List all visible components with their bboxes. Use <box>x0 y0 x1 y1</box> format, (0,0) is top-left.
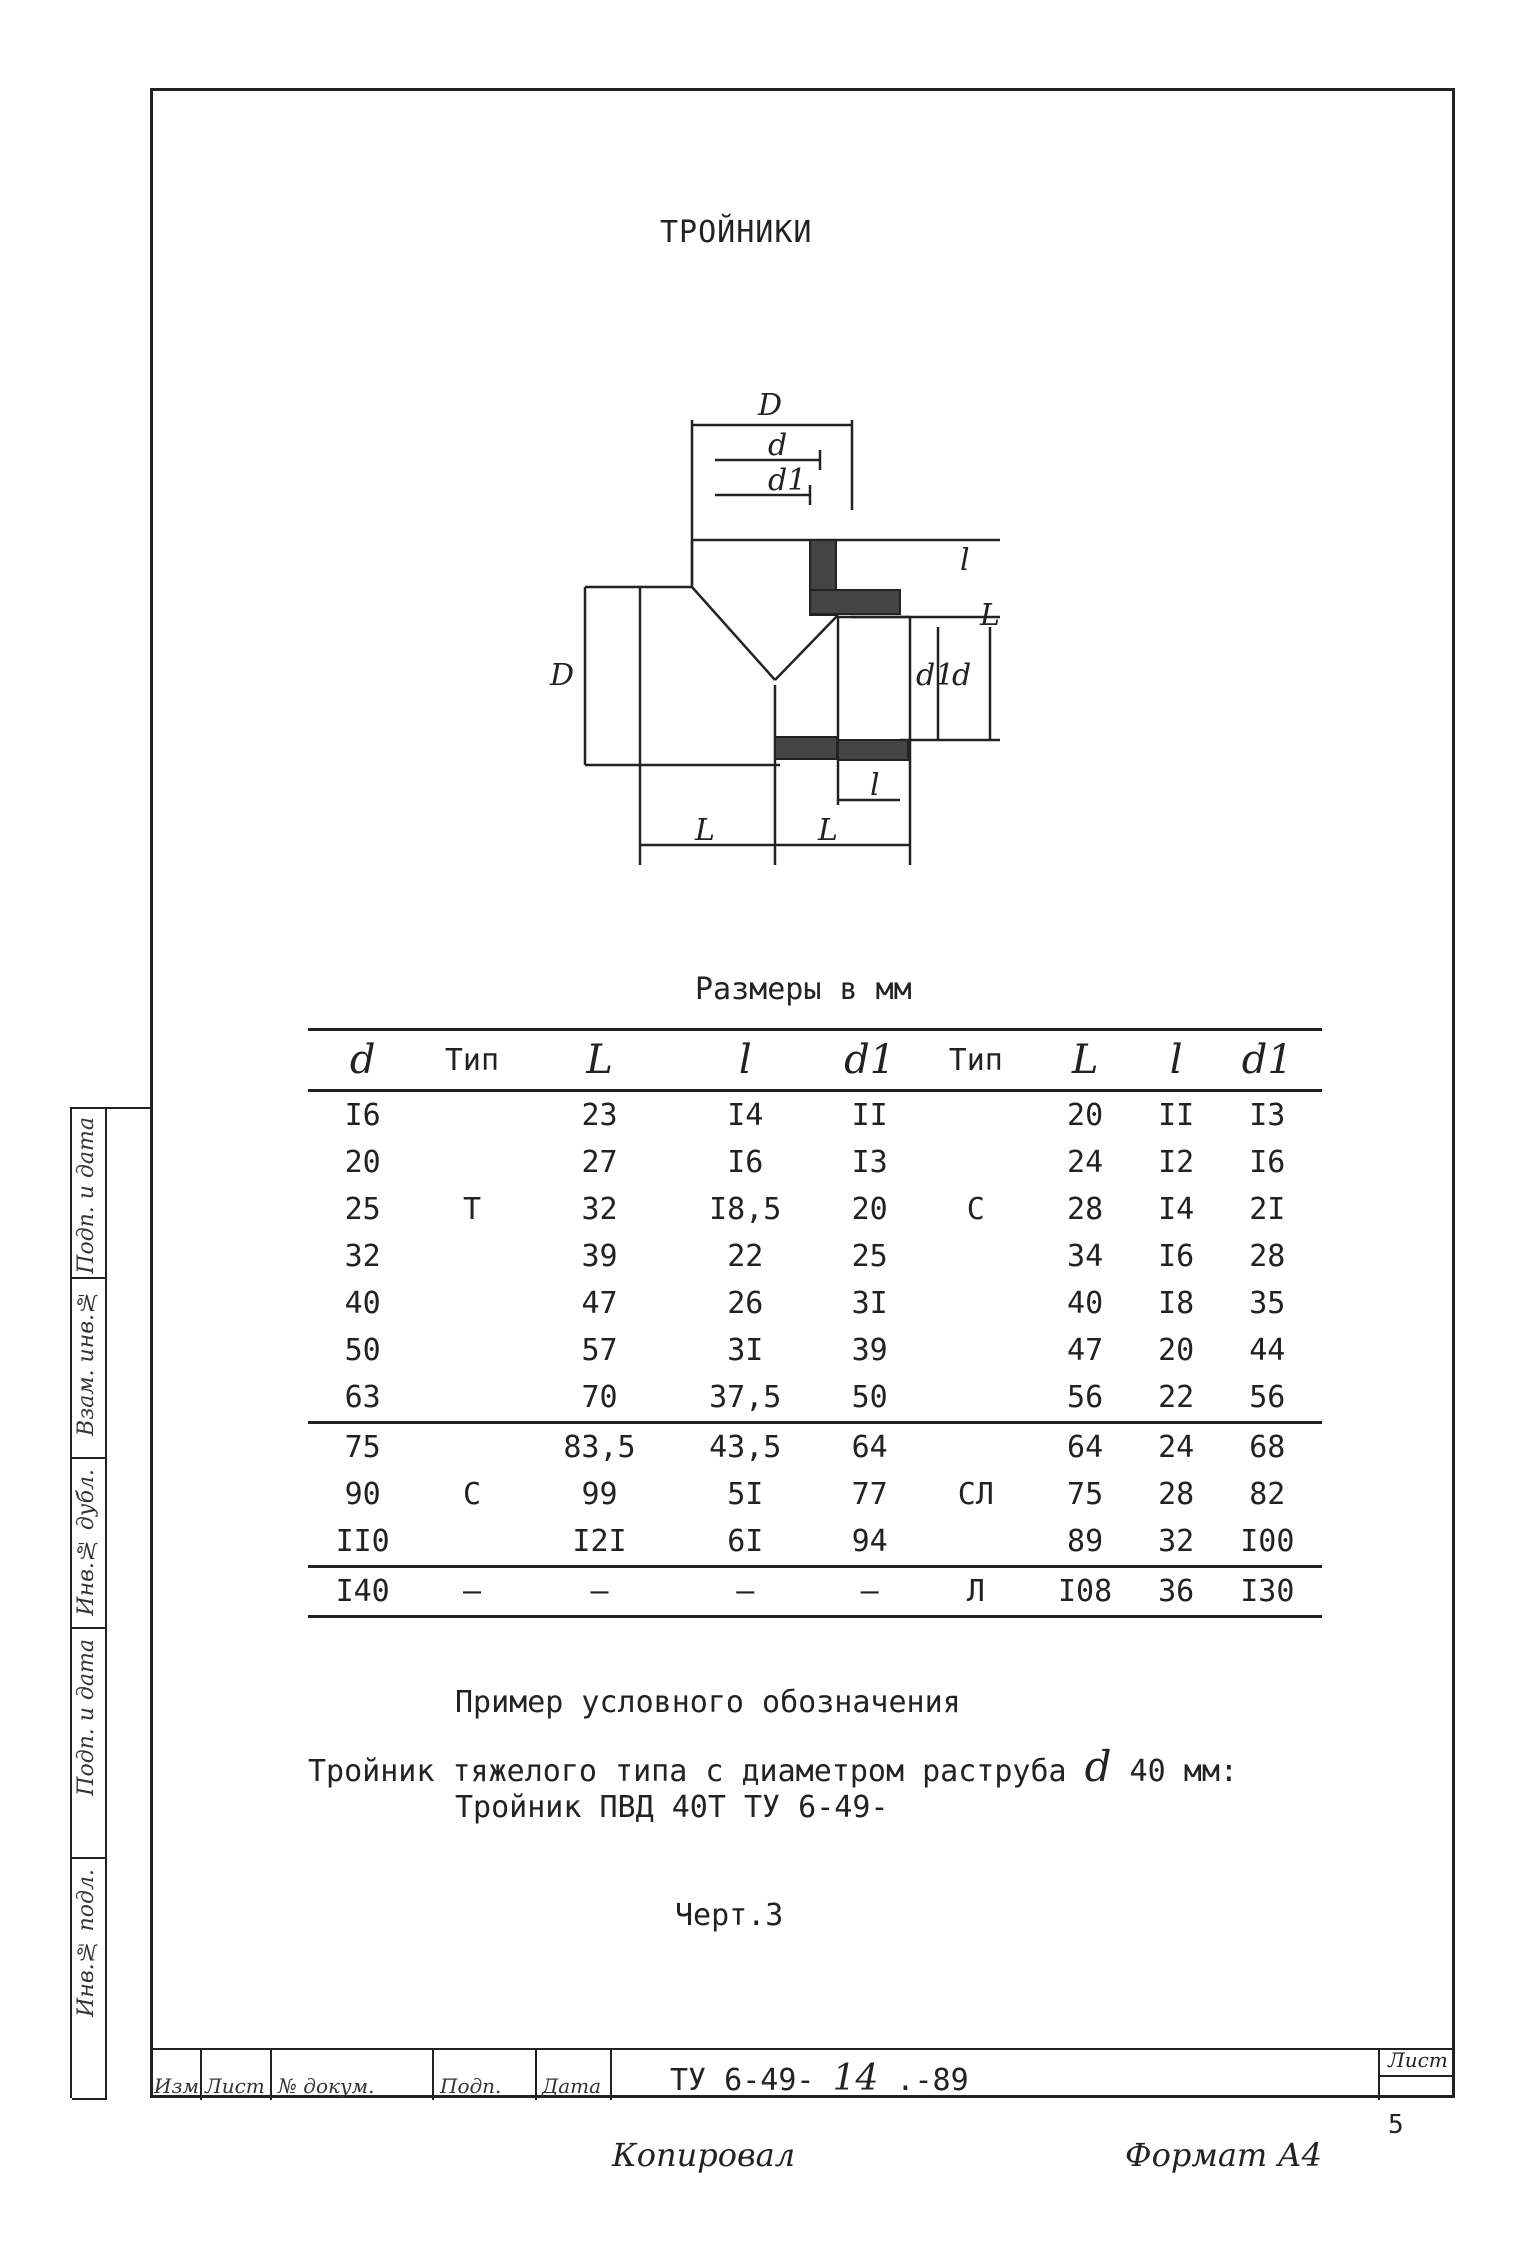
col-header-l: l <box>672 1030 818 1091</box>
example-line-1: Тройник тяжелого типа с диаметром раструба d 40 мм: <box>308 1742 1238 1791</box>
sheet-label: Лист <box>1388 2048 1448 2072</box>
col-header-d1-2: d1 <box>1213 1030 1322 1091</box>
table-cell <box>921 1233 1030 1280</box>
sheet-number: 5 <box>1388 2110 1404 2140</box>
table-cell: II0 <box>335 1524 390 1559</box>
table-cell: 22 <box>727 1239 764 1274</box>
table-cell: 3I <box>851 1286 888 1321</box>
side-cell-5: Инв.№ подл. <box>72 1859 107 2100</box>
table-cell: 25 <box>344 1192 381 1227</box>
table-row <box>308 1423 1322 1472</box>
table-cell: 32 <box>344 1239 381 1274</box>
dim-d-right: d <box>952 658 972 693</box>
table-cell: 64 <box>1030 1423 1139 1472</box>
table-cell: I6 <box>344 1098 381 1133</box>
table-cell: I2I <box>572 1524 627 1559</box>
table-cell: I6 <box>1249 1145 1286 1180</box>
table-cell: I3 <box>851 1145 888 1180</box>
table-cell <box>417 1423 526 1472</box>
table-cell: 27 <box>581 1145 618 1180</box>
table-header-row <box>308 1030 1322 1091</box>
side-cell-4: Подп. и дата <box>72 1629 107 1859</box>
table-cell <box>417 1139 526 1186</box>
table-cell <box>417 1280 526 1327</box>
table-cell: 68 <box>1213 1423 1322 1472</box>
table-row <box>308 1374 1322 1423</box>
table-cell: 22 <box>1158 1380 1195 1415</box>
dim-D-top: D <box>758 388 783 423</box>
format-label: Формат А4 <box>1125 2136 1323 2174</box>
table-cell: 36 <box>1140 1567 1213 1617</box>
dim-d-top: d <box>768 428 788 463</box>
table-cell: I6 <box>1158 1239 1195 1274</box>
table-cell: 47 <box>581 1286 618 1321</box>
table-cell: Т <box>462 1192 481 1227</box>
table-cell: 26 <box>727 1286 764 1321</box>
table-cell: Л <box>921 1567 1030 1617</box>
table-cell: I2 <box>1158 1145 1195 1180</box>
table-cell <box>921 1139 1030 1186</box>
example-heading: Пример условного обозначения <box>455 1685 961 1720</box>
table-cell: 24 <box>1067 1145 1104 1180</box>
example-line-2: Тройник ПВД 40Т ТУ 6-49- <box>455 1790 889 1825</box>
table-cell: I30 <box>1213 1567 1322 1617</box>
col-header-d: d <box>308 1030 417 1091</box>
table-cell: 56 <box>1249 1380 1286 1415</box>
table-cell <box>417 1518 526 1567</box>
col-header-type-2: Тип <box>921 1030 1030 1091</box>
table-cell: 77 <box>851 1477 888 1512</box>
table-cell: СЛ <box>957 1477 994 1512</box>
table-cell <box>921 1280 1030 1327</box>
stamp-label-sign: Подп. <box>440 2074 502 2098</box>
side-cell-3: Инв.№ дубл. <box>72 1459 107 1629</box>
side-cell-2: Взам. инв.№ <box>72 1279 107 1459</box>
stamp-label-doc: № докум. <box>278 2074 375 2098</box>
table-cell: 75 <box>1067 1477 1104 1512</box>
table-cell: 28 <box>1067 1192 1104 1227</box>
dim-l-top-right: l <box>960 543 970 578</box>
table-cell: 25 <box>851 1239 888 1274</box>
table-row <box>308 1280 1322 1327</box>
table-cell: 75 <box>308 1423 417 1472</box>
table-row <box>308 1186 1322 1233</box>
table-cell: I00 <box>1240 1524 1295 1559</box>
dim-l-bottom: l <box>870 768 880 803</box>
table-cell <box>417 1374 526 1423</box>
table-cell <box>921 1091 1030 1140</box>
table-row <box>308 1233 1322 1280</box>
side-cell-1: Подп. и дата <box>72 1109 107 1279</box>
table-cell: 99 <box>581 1477 618 1512</box>
table-body <box>308 1091 1322 1617</box>
table-cell <box>921 1327 1030 1374</box>
page-title: ТРОЙНИКИ <box>660 215 813 250</box>
table-row <box>308 1327 1322 1374</box>
table-cell: 43,5 <box>672 1423 818 1472</box>
table-cell: I4 <box>1158 1192 1195 1227</box>
table-cell: С <box>462 1477 481 1512</box>
table-cell <box>921 1374 1030 1423</box>
table-cell: II <box>851 1098 888 1133</box>
table-cell: 64 <box>818 1423 921 1472</box>
col-header-d1: d1 <box>818 1030 921 1091</box>
table-cell: 3I <box>727 1333 764 1368</box>
table-cell: II <box>1158 1098 1195 1133</box>
table-cell <box>417 1091 526 1140</box>
table-cell: 70 <box>581 1380 618 1415</box>
table-cell: I8 <box>1158 1286 1195 1321</box>
table-cell: 28 <box>1158 1477 1195 1512</box>
chart-reference: Черт.3 <box>675 1898 784 1933</box>
table-cell: 35 <box>1249 1286 1286 1321</box>
table-cell: 2I <box>1249 1192 1286 1227</box>
col-header-l-2: l <box>1140 1030 1213 1091</box>
table-cell: – <box>417 1567 526 1617</box>
table-cell: I40 <box>308 1567 417 1617</box>
table-cell: 23 <box>581 1098 618 1133</box>
table-row <box>308 1518 1322 1567</box>
table-cell: 56 <box>1067 1380 1104 1415</box>
col-header-L: L <box>527 1030 673 1091</box>
table-cell: 94 <box>851 1524 888 1559</box>
col-header-type: Тип <box>417 1030 526 1091</box>
table-cell: 44 <box>1249 1333 1286 1368</box>
table-cell: – <box>672 1567 818 1617</box>
stamp-label-date: Дата <box>542 2074 602 2098</box>
table-cell <box>417 1327 526 1374</box>
col-header-L-2: L <box>1030 1030 1139 1091</box>
table-cell: 20 <box>1067 1098 1104 1133</box>
table-cell: 20 <box>851 1192 888 1227</box>
table-row <box>308 1091 1322 1140</box>
table-cell: 20 <box>344 1145 381 1180</box>
table-cell: 82 <box>1249 1477 1286 1512</box>
table-cell: 50 <box>344 1333 381 1368</box>
table-cell: 40 <box>1067 1286 1104 1321</box>
table-cell <box>921 1423 1030 1472</box>
table-cell: I8,5 <box>709 1192 782 1227</box>
table-row <box>308 1567 1322 1617</box>
dim-d1-right: d1 <box>916 658 955 693</box>
table-cell: 89 <box>1067 1524 1104 1559</box>
table-cell: 37,5 <box>709 1380 782 1415</box>
table-row <box>308 1139 1322 1186</box>
table-cell: 40 <box>344 1286 381 1321</box>
table-cell <box>921 1518 1030 1567</box>
sizes-table <box>308 1028 1322 1618</box>
table-row <box>308 1471 1322 1518</box>
table-cell: I08 <box>1030 1567 1139 1617</box>
table-cell: I6 <box>727 1145 764 1180</box>
table-cell: – <box>527 1567 673 1617</box>
table-cell: 63 <box>344 1380 381 1415</box>
table-cell: 32 <box>1158 1524 1195 1559</box>
example-d-symbol: d <box>1084 1742 1112 1791</box>
tee-drawing <box>540 385 1000 885</box>
table-cell: 28 <box>1249 1239 1286 1274</box>
units-note: Размеры в мм <box>695 972 912 1007</box>
table-cell: 83,5 <box>527 1423 673 1472</box>
dim-L-bottom-right: L <box>818 813 838 848</box>
table-cell: 32 <box>581 1192 618 1227</box>
dim-L-right: L <box>980 598 1000 633</box>
table-cell: 50 <box>851 1380 888 1415</box>
table-cell: 39 <box>581 1239 618 1274</box>
table-cell: 39 <box>851 1333 888 1368</box>
table-cell: 5I <box>727 1477 764 1512</box>
table-cell: 57 <box>581 1333 618 1368</box>
dim-D-left: D <box>550 658 575 693</box>
table-cell: 20 <box>1158 1333 1195 1368</box>
copied-by-label: Копировал <box>612 2136 796 2174</box>
table-cell: I4 <box>727 1098 764 1133</box>
stamp-label-list: Лист <box>205 2074 265 2098</box>
stamp-label-izm: Изм <box>154 2074 199 2098</box>
table-cell <box>417 1233 526 1280</box>
table-cell: 6I <box>727 1524 764 1559</box>
table-cell: 24 <box>1140 1423 1213 1472</box>
side-stamp <box>70 1107 153 2098</box>
dim-d1-top: d1 <box>768 463 807 498</box>
table-cell: I3 <box>1249 1098 1286 1133</box>
table-cell: – <box>818 1567 921 1617</box>
document-code: ТУ 6-49- 14 .-89 <box>670 2058 969 2099</box>
table-cell: С <box>966 1192 985 1227</box>
table-cell: 47 <box>1067 1333 1104 1368</box>
dim-L-bottom-left: L <box>695 813 715 848</box>
table-cell: 34 <box>1067 1239 1104 1274</box>
table-cell: 90 <box>344 1477 381 1512</box>
